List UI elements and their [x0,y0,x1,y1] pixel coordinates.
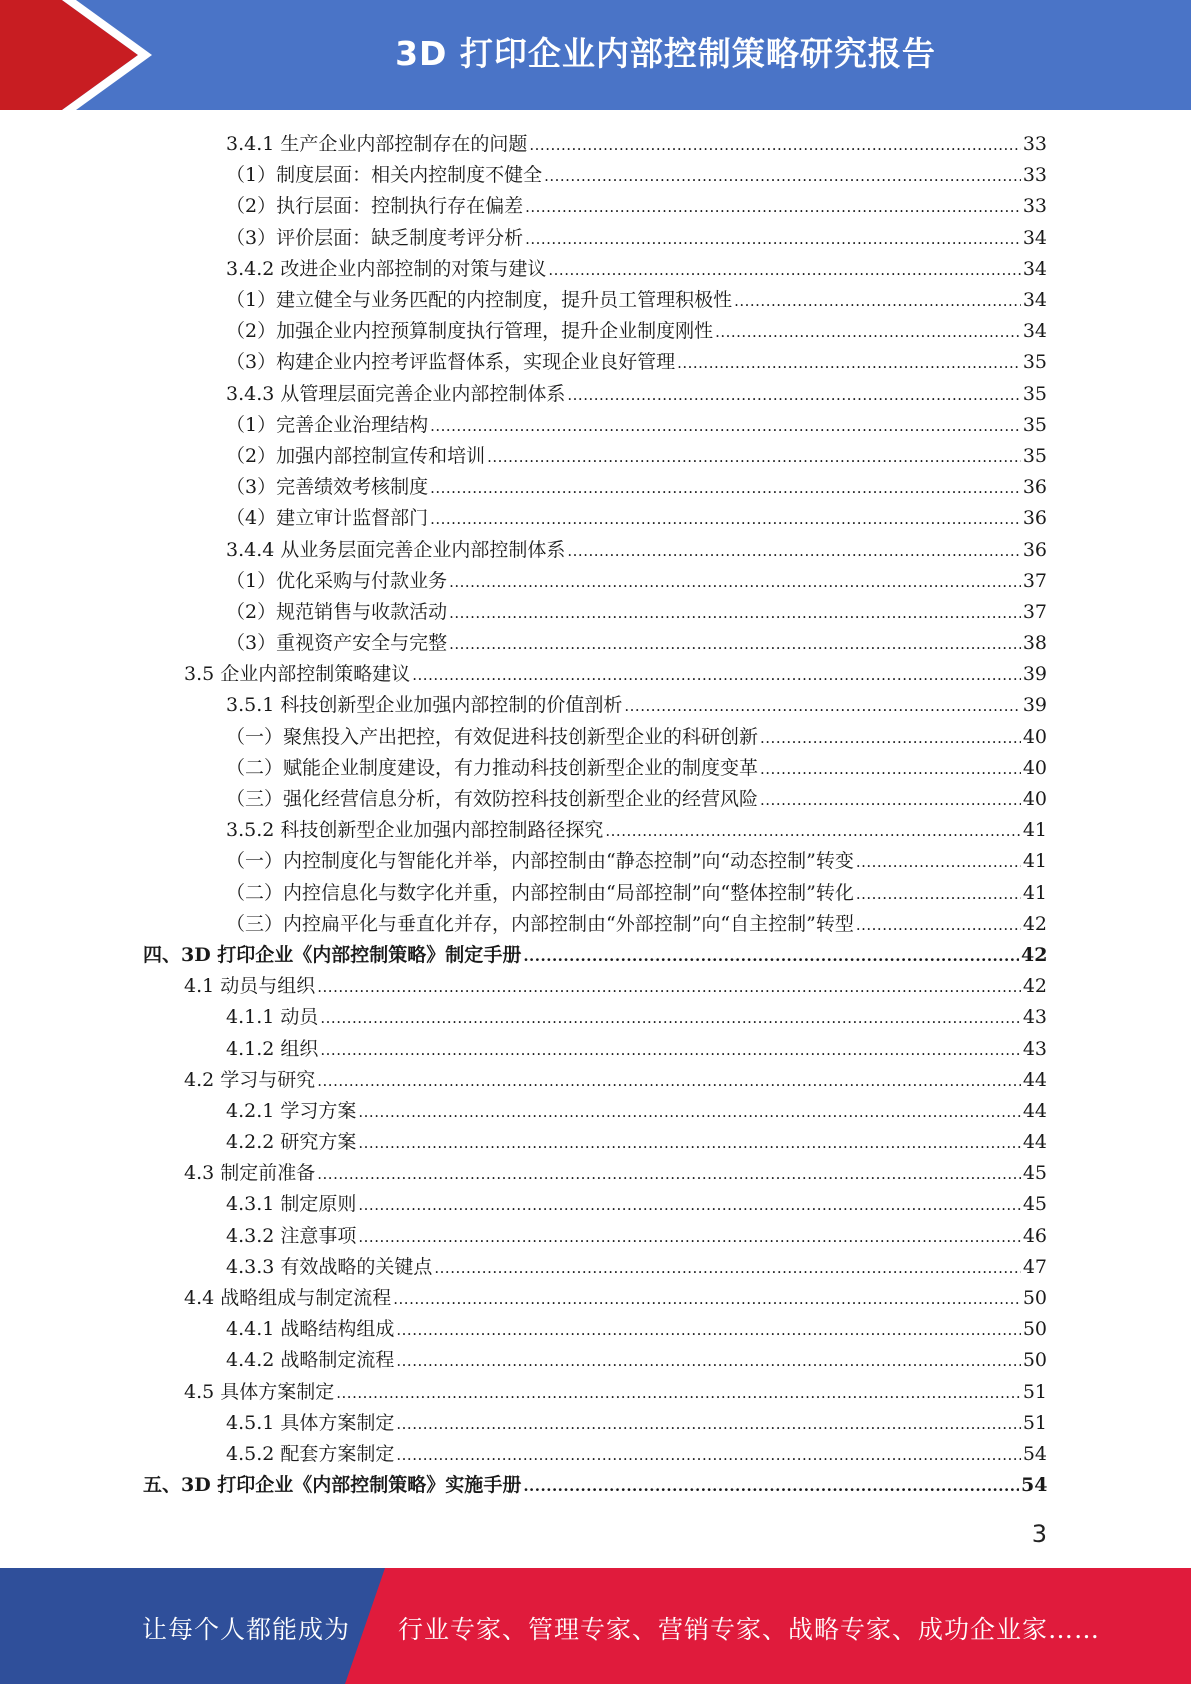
toc-dot-leader [487,448,1021,466]
toc-dot-leader [856,853,1021,871]
toc-dot-leader [523,1477,1019,1495]
toc-entry[interactable] [0,876,1191,907]
toc-entry-title: 4.1.2 组织 [226,1037,319,1060]
toc-dot-leader [430,417,1021,435]
toc-dot-leader [393,1290,1021,1308]
toc-entry-title: 五、3D 打印企业《内部控制策略》实施手册 [143,1474,522,1497]
toc-entry[interactable] [0,1063,1191,1094]
toc-entry-title: 3.4.2 改进企业内部控制的对策与建议 [226,257,547,280]
toc-entry-title: （2）加强企业内控预算制度执行管理，提升企业制度刚性 [226,320,714,343]
toc-entry[interactable] [0,408,1191,439]
page-footer [0,1568,1191,1684]
toc-entry-page: 51 [1022,1380,1047,1403]
toc-dot-leader [434,1259,1020,1277]
toc-entry[interactable] [0,1437,1191,1468]
toc-dot-leader [412,666,1021,684]
toc-entry-page: 40 [1022,788,1047,811]
toc-entry-title: （1）完善企业治理结构 [226,413,429,436]
toc-dot-leader [317,1072,1021,1090]
toc-entry[interactable] [0,1125,1191,1156]
toc-dot-leader [320,1009,1020,1027]
toc-entry-page: 40 [1022,725,1047,748]
toc-entry-page: 36 [1022,538,1047,561]
toc-entry-page: 50 [1022,1287,1047,1310]
toc-entry-page: 36 [1022,507,1047,530]
toc-entry-title: 4.2.2 研究方案 [226,1131,357,1154]
toc-entry-page: 44 [1022,1068,1047,1091]
toc-entry-page: 36 [1022,476,1047,499]
toc-entry[interactable] [0,626,1191,657]
toc-entry[interactable] [0,907,1191,938]
toc-dot-leader [760,791,1021,809]
toc-entry-page: 37 [1022,569,1047,592]
toc-dot-leader [567,386,1020,404]
toc-entry-title: （三）内控扁平化与垂直化并存，内部控制由“外部控制”向“自主控制”转型 [226,912,854,935]
toc-entry[interactable] [0,158,1191,189]
toc-entry[interactable] [0,1031,1191,1062]
toc-entry-title: 4.3.3 有效战略的关键点 [226,1255,433,1278]
toc-dot-leader [430,479,1021,497]
toc-dot-leader [525,198,1021,216]
page-header [0,0,1191,110]
toc-dot-leader [567,542,1020,560]
toc-entry-title: （1）优化采购与付款业务 [226,569,448,592]
toc-entry-title: 4.1.1 动员 [226,1006,319,1029]
toc-entry[interactable] [0,813,1191,844]
toc-entry-title: 4.1 动员与组织 [184,975,316,998]
toc-dot-leader [396,1352,1020,1370]
toc-entry-page: 46 [1022,1224,1047,1247]
toc-entry-title: （2）规范销售与收款活动 [226,600,448,623]
toc-entry-page: 39 [1022,694,1047,717]
toc-entry-page: 50 [1022,1349,1047,1372]
toc-dot-leader [856,885,1021,903]
page-number: 3 [1031,1520,1047,1548]
toc-entry-title: 4.2 学习与研究 [184,1068,316,1091]
toc-entry-page: 42 [1022,912,1047,935]
toc-dot-leader [396,1446,1020,1464]
toc-entry[interactable] [0,938,1191,969]
toc-entry-title: 3.5.2 科技创新型企业加强内部控制路径探究 [226,819,604,842]
toc-entry-page: 35 [1022,444,1047,467]
toc-dot-leader [760,760,1021,778]
toc-entry-title: （3）重视资产安全与完整 [226,632,448,655]
toc-entry-page: 43 [1022,1037,1047,1060]
toc-entry-title: （3）评价层面：缺乏制度考评分析 [226,226,524,249]
toc-entry-title: （3）构建企业内控考评监督体系，实现企业良好管理 [226,351,676,374]
toc-entry-page: 41 [1022,819,1047,842]
toc-entry-title: 4.4.1 战略结构组成 [226,1318,395,1341]
toc-entry-title: 4.3.1 制定原则 [226,1193,357,1216]
footer-slogan-right: 行业专家、管理专家、营销专家、战略专家、成功企业家…… [398,1615,1101,1644]
toc-entry-title: 4.4.2 战略制定流程 [226,1349,395,1372]
toc-entry[interactable] [0,345,1191,376]
toc-entry-page: 43 [1022,1006,1047,1029]
toc-entry-page: 34 [1022,226,1047,249]
toc-entry[interactable] [0,1187,1191,1218]
toc-dot-leader [760,729,1021,747]
toc-entry[interactable] [0,1156,1191,1187]
toc-entry-page: 35 [1022,382,1047,405]
toc-entry-page: 42 [1022,975,1047,998]
toc-dot-leader [544,167,1021,185]
toc-entry[interactable] [0,501,1191,532]
toc-entry[interactable] [0,1250,1191,1281]
toc-entry-title: 4.5.2 配套方案制定 [226,1442,395,1465]
toc-entry[interactable] [0,1000,1191,1031]
toc-entry-title: （2）执行层面：控制执行存在偏差 [226,195,524,218]
toc-dot-leader [856,916,1021,934]
toc-entry[interactable] [0,252,1191,283]
toc-entry[interactable] [0,189,1191,220]
toc-dot-leader [358,1196,1020,1214]
toc-entry-page: 33 [1022,133,1047,156]
toc-entry-page: 39 [1022,663,1047,686]
toc-entry-page: 35 [1022,351,1047,374]
toc-entry-title: （2）加强内部控制宣传和培训 [226,444,486,467]
toc-dot-leader [396,1321,1020,1339]
toc-entry-page: 45 [1022,1162,1047,1185]
toc-entry[interactable] [0,1281,1191,1312]
toc-dot-leader [529,136,1020,154]
toc-entry[interactable] [0,720,1191,751]
toc-dot-leader [320,1041,1020,1059]
toc-entry-page: 33 [1022,195,1047,218]
toc-entry[interactable] [0,1343,1191,1374]
toc-entry[interactable] [0,221,1191,252]
toc-entry[interactable] [0,1094,1191,1125]
toc-entry-page: 37 [1022,600,1047,623]
toc-entry-page: 44 [1022,1131,1047,1154]
toc-dot-leader [317,978,1021,996]
toc-entry-title: 4.4 战略组成与制定流程 [184,1287,392,1310]
toc-entry[interactable] [0,1406,1191,1437]
toc-entry-title: 4.3.2 注意事项 [226,1224,357,1247]
table-of-contents [0,127,1191,1499]
toc-entry-title: 四、3D 打印企业《内部控制策略》制定手册 [143,943,522,966]
toc-entry-title: 4.5 具体方案制定 [184,1380,335,1403]
toc-entry[interactable] [0,1312,1191,1343]
toc-entry[interactable] [0,751,1191,782]
toc-entry[interactable] [0,470,1191,501]
toc-entry-page: 47 [1022,1255,1047,1278]
toc-entry-title: 4.3 制定前准备 [184,1162,316,1185]
toc-dot-leader [605,822,1020,840]
toc-entry-page: 54 [1021,1474,1048,1497]
toc-dot-leader [317,1165,1021,1183]
toc-entry-title: 3.4.4 从业务层面完善企业内部控制体系 [226,538,566,561]
toc-entry-page: 40 [1022,756,1047,779]
toc-dot-leader [430,510,1021,528]
toc-entry-page: 38 [1022,632,1047,655]
toc-dot-leader [734,292,1021,310]
toc-entry[interactable] [0,1219,1191,1250]
toc-entry[interactable] [0,844,1191,875]
toc-entry-page: 41 [1022,850,1047,873]
toc-entry[interactable] [0,127,1191,158]
toc-dot-leader [449,573,1021,591]
toc-entry[interactable] [0,1375,1191,1406]
toc-entry[interactable] [0,688,1191,719]
toc-dot-leader [358,1134,1020,1152]
toc-entry[interactable] [0,564,1191,595]
toc-entry-page: 34 [1022,320,1047,343]
toc-entry-title: （二）赋能企业制度建设，有力推动科技创新型企业的制度变革 [226,756,759,779]
toc-entry-page: 42 [1021,943,1048,966]
toc-entry-title: 4.5.1 具体方案制定 [226,1411,395,1434]
toc-entry-title: 3.5.1 科技创新型企业加强内部控制的价值剖析 [226,694,623,717]
toc-dot-leader [677,354,1021,372]
toc-entry-page: 51 [1022,1411,1047,1434]
toc-dot-leader [449,635,1021,653]
footer-slogan-left: 让每个人都能成为 [142,1615,351,1644]
toc-entry-page: 34 [1022,289,1047,312]
toc-entry-page: 44 [1022,1099,1047,1122]
toc-dot-leader [624,697,1020,715]
toc-dot-leader [523,947,1019,965]
toc-dot-leader [548,261,1020,279]
toc-entry-title: （1）制度层面：相关内控制度不健全 [226,164,543,187]
toc-entry-page: 50 [1022,1318,1047,1341]
toc-entry-title: 4.2.1 学习方案 [226,1099,357,1122]
toc-entry-title: （二）内控信息化与数字化并重，内部控制由“局部控制”向“整体控制”转化 [226,881,854,904]
toc-entry-title: （4）建立审计监督部门 [226,507,429,530]
toc-entry-title: （3）完善绩效考核制度 [226,476,429,499]
toc-dot-leader [358,1228,1020,1246]
toc-dot-leader [396,1415,1020,1433]
toc-dot-leader [336,1384,1021,1402]
toc-entry[interactable] [0,595,1191,626]
toc-dot-leader [449,604,1021,622]
toc-entry-page: 34 [1022,257,1047,280]
toc-entry-title: （三）强化经营信息分析，有效防控科技创新型企业的经营风险 [226,788,759,811]
toc-dot-leader [715,323,1021,341]
toc-entry-page: 41 [1022,881,1047,904]
toc-entry[interactable] [0,439,1191,470]
document-title: 3D 打印企业内部控制策略研究报告 [395,34,936,73]
toc-entry-title: 3.4.1 生产企业内部控制存在的问题 [226,133,528,156]
toc-entry[interactable] [0,283,1191,314]
toc-entry[interactable] [0,532,1191,563]
toc-entry-title: 3.5 企业内部控制策略建议 [184,663,411,686]
toc-entry-title: （一）内控制度化与智能化并举，内部控制由“静态控制”向“动态控制”转变 [226,850,854,873]
toc-entry[interactable] [0,969,1191,1000]
toc-entry[interactable] [0,782,1191,813]
toc-entry[interactable] [0,1468,1191,1499]
toc-dot-leader [525,230,1021,248]
toc-entry-page: 45 [1022,1193,1047,1216]
toc-entry[interactable] [0,314,1191,345]
toc-entry-page: 35 [1022,413,1047,436]
toc-entry-page: 54 [1022,1442,1047,1465]
toc-entry-title: （1）建立健全与业务匹配的内控制度，提升员工管理积极性 [226,289,733,312]
toc-entry[interactable] [0,657,1191,688]
toc-entry[interactable] [0,377,1191,408]
toc-entry-page: 33 [1022,164,1047,187]
toc-entry-title: （一）聚焦投入产出把控，有效促进科技创新型企业的科研创新 [226,725,759,748]
toc-entry-title: 3.4.3 从管理层面完善企业内部控制体系 [226,382,566,405]
toc-dot-leader [358,1103,1020,1121]
